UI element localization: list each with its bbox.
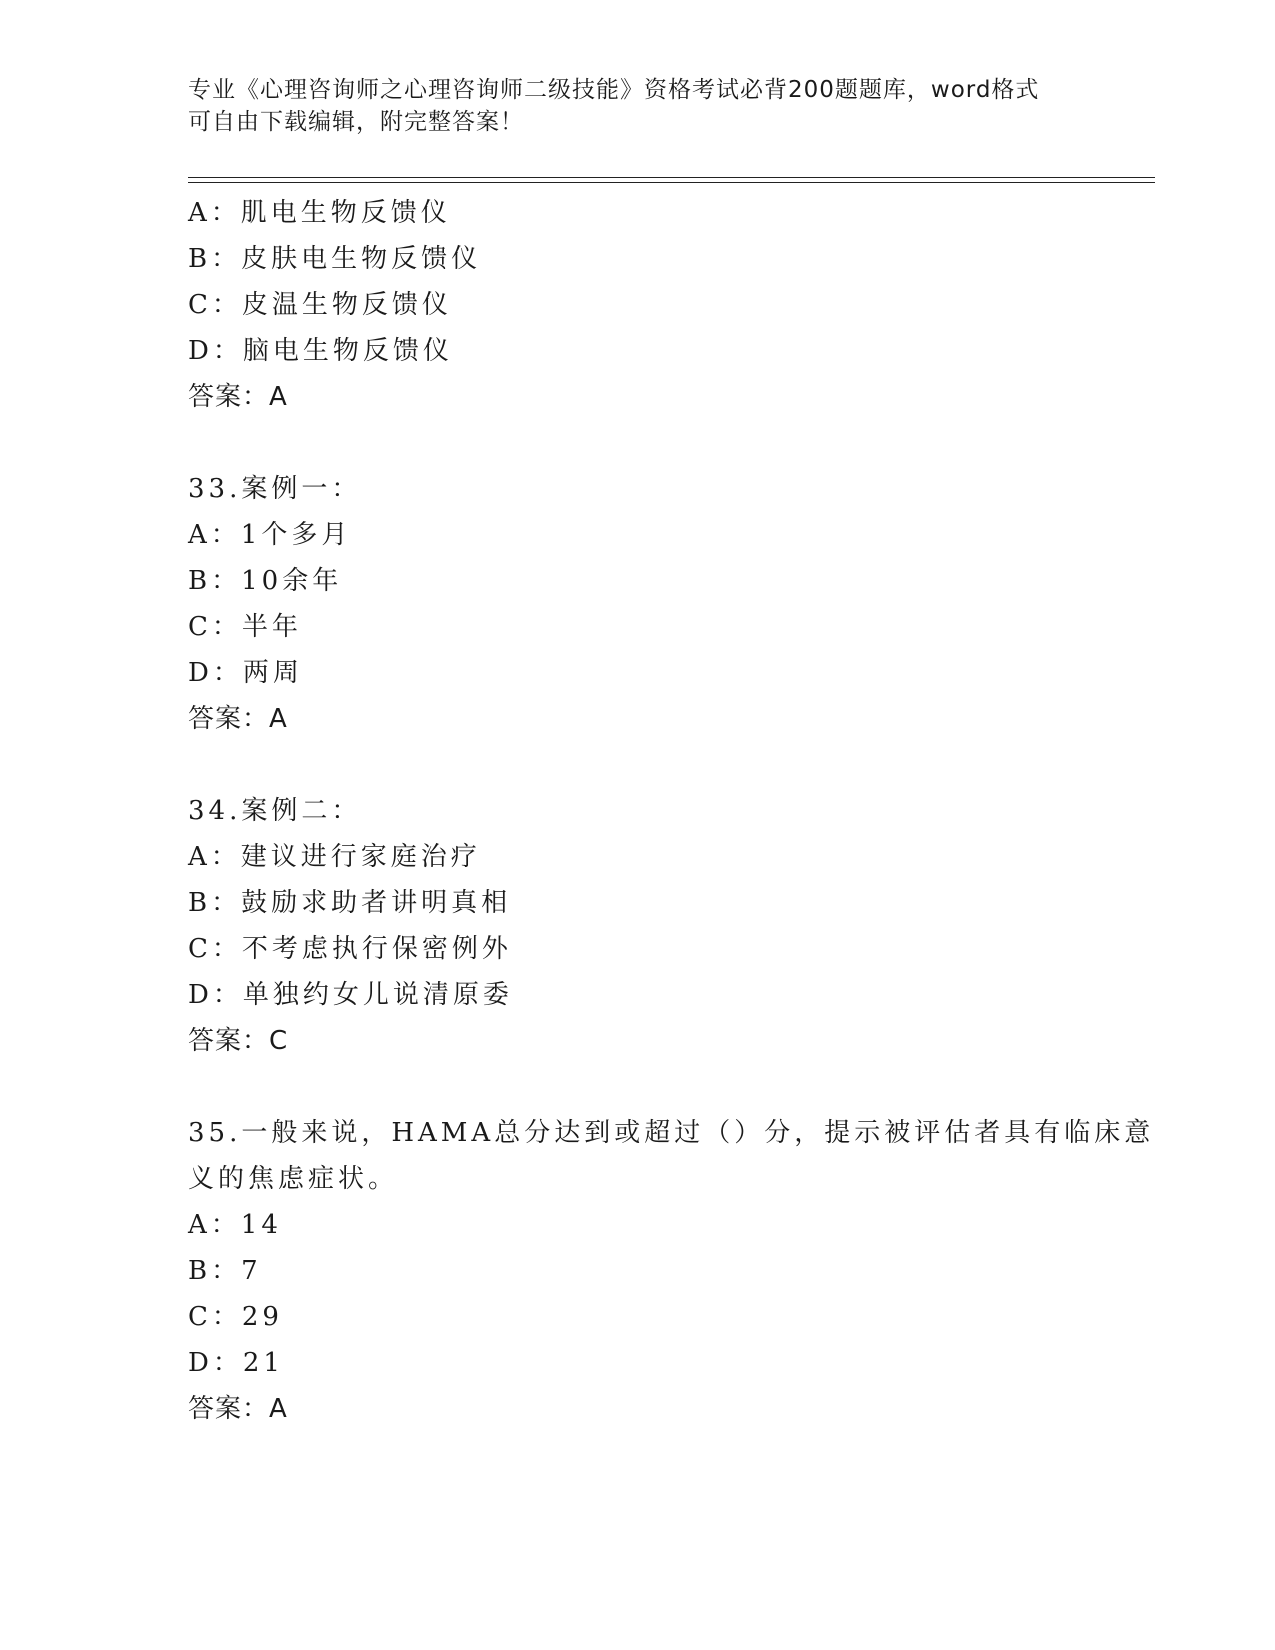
option-a: A：建议进行家庭治疗 xyxy=(188,842,481,872)
question-33 xyxy=(188,466,1088,742)
option-a: A：肌电生物反馈仪 xyxy=(188,198,451,228)
option-b: B：鼓励求助者讲明真相 xyxy=(188,888,512,918)
option-b: B：7 xyxy=(188,1256,262,1286)
question-list xyxy=(188,190,1155,1432)
option-c: C：半年 xyxy=(188,612,302,642)
header-divider-top xyxy=(188,177,1155,178)
option-b: B：皮肤电生物反馈仪 xyxy=(188,244,482,274)
option-d: D：21 xyxy=(188,1348,284,1378)
option-d: D：脑电生物反馈仪 xyxy=(188,336,453,366)
answer: 答案：C xyxy=(188,1026,289,1056)
question-32 xyxy=(188,190,1088,420)
answer: 答案：A xyxy=(188,382,288,412)
header-title-line-1: 专业《心理咨询师之心理咨询师二级技能》资格考试必背200题题库，word格式 xyxy=(188,77,1040,103)
option-b: B：10余年 xyxy=(188,566,343,596)
question-35 xyxy=(188,1110,1155,1432)
spacer xyxy=(188,420,1088,466)
question-stem-line-1: 35.一般来说，HAMA总分达到或超过（）分，提示被评估者具有临床意 xyxy=(188,1118,1155,1148)
question-stem-line-2: 义的焦虑症状。 xyxy=(188,1164,399,1194)
option-a: A：1个多月 xyxy=(188,520,352,550)
answer: 答案：A xyxy=(188,704,288,734)
header-title-line-2: 可自由下载编辑，附完整答案！ xyxy=(188,109,524,135)
option-a: A：14 xyxy=(188,1210,282,1240)
header-divider-bottom xyxy=(188,182,1155,183)
spacer xyxy=(188,1064,1088,1110)
option-c: C：29 xyxy=(188,1302,283,1332)
option-c: C：不考虑执行保密例外 xyxy=(188,934,512,964)
question-stem: 33.案例一： xyxy=(188,474,362,504)
option-c: C：皮温生物反馈仪 xyxy=(188,290,452,320)
question-34 xyxy=(188,788,1088,1064)
option-d: D：两周 xyxy=(188,658,303,688)
answer: 答案：A xyxy=(188,1394,288,1424)
spacer xyxy=(188,742,1088,788)
option-d: D：单独约女儿说清原委 xyxy=(188,980,513,1010)
question-stem: 34.案例二： xyxy=(188,796,362,826)
document-header xyxy=(188,74,1068,138)
